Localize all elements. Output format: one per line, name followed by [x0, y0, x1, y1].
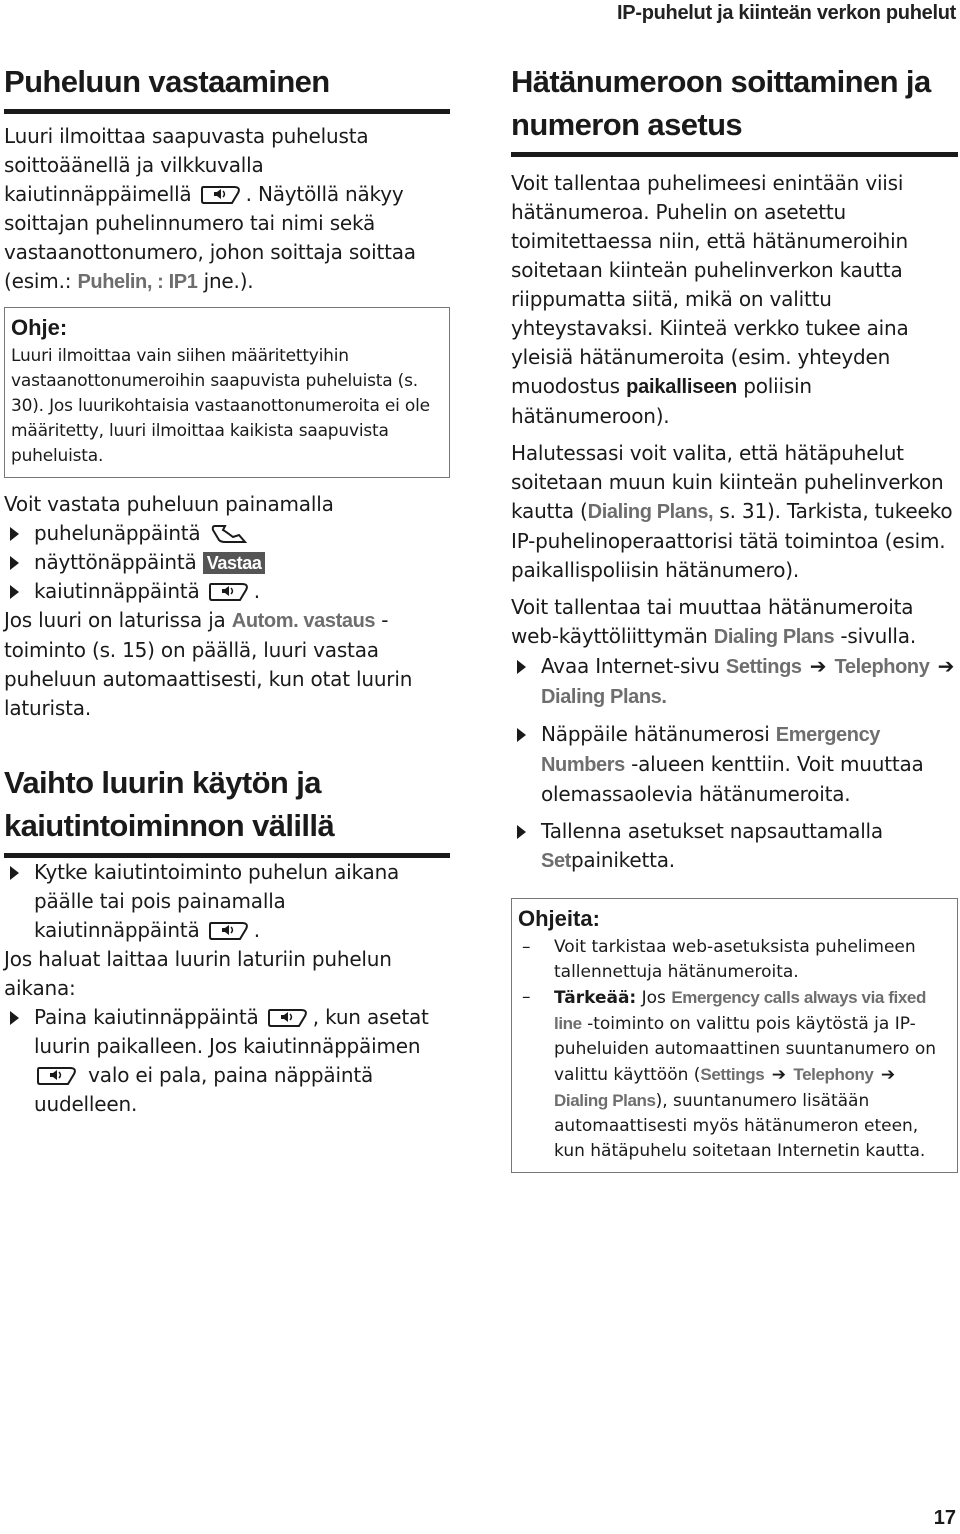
speaker-key-icon	[208, 580, 252, 602]
charger-steps-list	[4, 1003, 450, 1119]
note-title: Ohje:	[11, 315, 68, 340]
emergency-paragraph-2: Halutessasi voit valita, että hätäpuhelut soitetaan muun kuin kiinteän puhelinverkon kautta (Dialing Plans, s. 31). Tarkista, tukeeko IP-puhelinoperaattorisi tätä toimintoa (esim. paikallispoliisin hätänumero).	[511, 441, 953, 582]
bullet-triangle-icon	[517, 728, 526, 742]
bullet-triangle-icon	[10, 866, 19, 880]
dash-bullet: –	[522, 937, 531, 957]
emergency-paragraph-1: Voit tallentaa puhelimeesi enintään viisi hätänumeroa. Puhelin on asetettu toimitettaessa niin, että hätänumeroihin soitetaan kiinteän puhelinverkon kautta riippumatta siitä, mikä on valittu yhteystavaksi. Kiinteä verkko tukee aina yleisiä hätänumeroita (esim. yhteyden muodostus paikalliseen poliisin hätänumeroon).	[511, 171, 909, 428]
softkey-label-vastaa: Vastaa	[203, 552, 266, 574]
list-item: Avaa Internet-sivu Settings ➔ Telephony ➔ Dialing Plans.	[511, 652, 958, 712]
speaker-key-icon	[200, 183, 244, 205]
bullet-triangle-icon	[10, 1011, 19, 1025]
right-column	[511, 60, 958, 1173]
list-item: Tallenna asetukset napsauttamalla Setpainiketta.	[511, 817, 958, 876]
note-box-ohje	[4, 307, 450, 478]
auto-answer-paragraph: Jos luuri on laturissa ja Autom. vastaus -toiminto (s. 15) on päällä, luuri vastaa puheluun automaattisesti, kun otat luurin laturista.	[4, 608, 413, 720]
dash-bullet: –	[522, 987, 531, 1007]
section-title-answering: Puheluun vastaaminen	[4, 60, 450, 114]
bullet-triangle-icon	[10, 585, 19, 599]
note-box-ohjeita	[511, 898, 958, 1173]
note-list	[518, 935, 951, 1164]
speaker-key-icon	[267, 1006, 311, 1028]
bullet-triangle-icon	[517, 825, 526, 839]
emergency-steps-list	[511, 652, 958, 876]
left-column	[4, 60, 450, 1119]
emergency-paragraph-3: Voit tallentaa tai muuttaa hätänumeroita web-käyttöliittymän Dialing Plans -sivulla.	[511, 595, 916, 648]
list-item: Kytke kaiutintoiminto puhelun aikana päälle tai pois painamalla kaiutinnäppäintä .	[4, 858, 450, 945]
note-title: Ohjeita:	[518, 906, 600, 931]
answer-options-list	[4, 519, 450, 606]
arrow-right-icon: ➔	[880, 1065, 896, 1085]
running-header: IP-puhelut ja kiinteän verkon puhelut	[617, 2, 956, 24]
section-title-emergency: Hätänumeroon soittaminen ja numeron asetus	[511, 60, 958, 157]
arrow-right-icon: ➔	[771, 1065, 786, 1085]
speaker-key-icon	[208, 919, 252, 941]
speaker-key-icon	[36, 1064, 80, 1086]
speaker-steps-list	[4, 858, 450, 945]
bullet-triangle-icon	[517, 660, 526, 674]
list-item: puhelunäppäintä	[4, 519, 450, 548]
note-text: Luuri ilmoittaa vain siihen määritettyihin vastaanottonumeroihin saapuvista puheluista (s. 30). Jos luurikohtaisia vastaanottonumeroita ei ole määritetty, luuri ilmoittaa kaikista saapuvista puheluista.	[11, 346, 430, 466]
list-item: Näppäile hätänumerosi Emergency Numbers -alueen kenttiin. Voit muuttaa olemassaolevia hätänumeroita.	[511, 720, 958, 809]
list-item: Paina kaiutinnäppäintä , kun asetat luurin paikalleen. Jos kaiutinnäppäimen valo ei pala, paina näppäintä uudelleen.	[4, 1003, 450, 1119]
section-title-speaker: Vaihto luurin käytön ja kaiutintoiminnon välillä	[4, 761, 450, 858]
bullet-triangle-icon	[10, 556, 19, 570]
answering-paragraph: Luuri ilmoittaa saapuvasta puhelusta soittoäänellä ja vilkkuvalla kaiutinnäppäimellä . Näytöllä näkyy soittajan puhelinnumero tai nimi sekä vastaanottonumero, johon soittaja soittaa (esim.: Puhelin, : IP1 jne.).	[4, 124, 416, 293]
charger-paragraph: Jos haluat laittaa luurin laturiin puhelun aikana:	[4, 947, 392, 1000]
talk-key-icon	[209, 522, 253, 544]
list-item: – Voit tarkistaa web-asetuksista puhelimeen tallennettuja hätänumeroita.	[522, 937, 916, 982]
bullet-triangle-icon	[10, 527, 19, 541]
list-item: – Tärkeää: Jos Emergency calls always via fixed line -toiminto on valittu pois käytöstä ja IP-puheluiden automaattinen suuntanumero on valittu käyttöön (Settings ➔ Telephony ➔ Dialing Plans), suuntanumero lisätään automaattisesti myös hätänumeron eteen, kun hätäpuhelu soitetaan Internetin kautta.	[522, 987, 936, 1161]
arrow-right-icon: ➔	[937, 654, 955, 678]
list-item: näyttönäppäintä Vastaa	[4, 548, 450, 577]
page-number: 17	[933, 1507, 956, 1529]
list-item: kaiutinnäppäintä .	[4, 577, 450, 606]
arrow-right-icon: ➔	[809, 654, 827, 678]
answer-intro: Voit vastata puheluun painamalla	[4, 492, 334, 516]
